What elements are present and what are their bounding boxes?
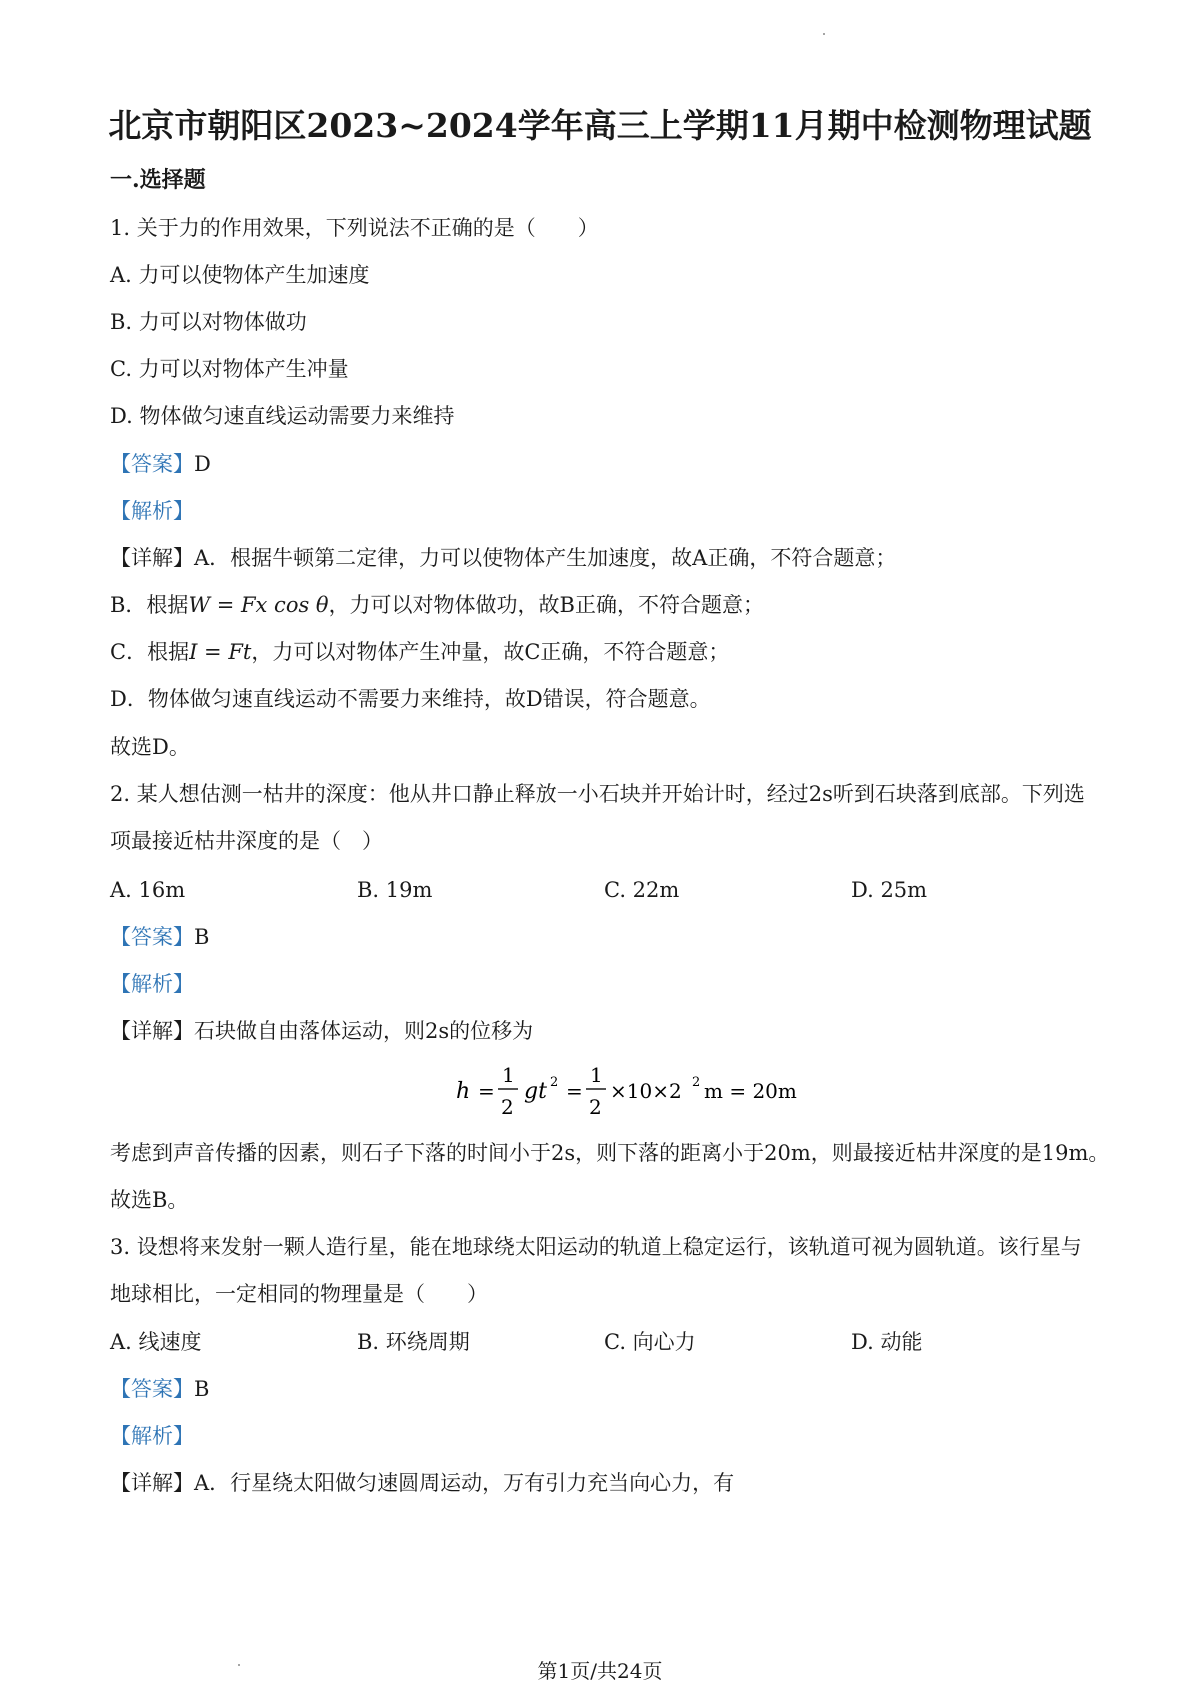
q3-option-c: C. 向心力 [604, 1330, 696, 1354]
formula-h: h [456, 1079, 471, 1104]
q1-detail-b [110, 591, 764, 619]
formula-num: 1 [502, 1063, 515, 1087]
formula-exp: 2 [550, 1075, 559, 1090]
q1-stem: 1. 关于力的作用效果，下列说法不正确的是（ ） [110, 216, 599, 240]
answer-tag: 【答案】 [110, 452, 194, 476]
q2-stem-line2: 项最接近枯井深度的是（ ） [110, 829, 383, 853]
q1-option-a: A. 力可以使物体产生加速度 [110, 263, 370, 287]
q3-stem-line1: 3. 设想将来发射一颗人造行星，能在地球绕太阳运动的轨道上稳定运行，该轨道可视为圆轨道。该行星与 [110, 1235, 1082, 1259]
q3-answer [110, 1375, 209, 1403]
q1-answer [110, 450, 211, 478]
formula-gt: gt [524, 1079, 547, 1104]
q1-detail-c [110, 638, 729, 666]
q3-option-b: B. 环绕周期 [357, 1330, 470, 1354]
detail-tag: 【详解】 [110, 1019, 194, 1043]
detail-tag: 【详解】 [110, 546, 194, 570]
q1-option-d: D. 物体做匀速直线运动需要力来维持 [110, 404, 455, 428]
section-heading: 一.选择题 [110, 167, 206, 193]
formula-work: W = Fx cos θ [188, 593, 329, 617]
detail-text: A．根据牛顿第二定律，力可以使物体产生加速度，故A正确，不符合题意； [194, 546, 897, 570]
q1-analysis-tag: 【解析】 [110, 499, 194, 523]
q2-conclusion: 故选B。 [110, 1188, 189, 1212]
answer-tag: 【答案】 [110, 1377, 194, 1401]
q2-option-d: D. 25m [851, 878, 928, 902]
q3-stem-line2: 地球相比，一定相同的物理量是（ ） [110, 1282, 488, 1306]
q1-option-b: B. 力可以对物体做功 [110, 310, 307, 334]
formula-num2: 1 [590, 1063, 603, 1087]
page-footer: 第1页/共24页 [537, 1659, 663, 1683]
detail-text: ，力可以对物体产生冲量，故C正确，不符合题意； [251, 640, 730, 664]
q2-option-b: B. 19m [357, 878, 433, 902]
answer-value: D [194, 452, 211, 476]
q1-detail-d: D．物体做匀速直线运动不需要力来维持，故D错误，符合题意。 [110, 687, 711, 711]
answer-tag: 【答案】 [110, 925, 194, 949]
q3-option-d: D. 动能 [851, 1330, 923, 1354]
detail-text: C．根据 [110, 640, 190, 664]
detail-tag: 【详解】 [110, 1471, 194, 1495]
q3-detail-a [110, 1469, 734, 1497]
detail-text: 石块做自由落体运动，则2s的位移为 [194, 1019, 534, 1043]
formula-result: m = 20m [704, 1079, 797, 1103]
q2-option-a: A. 16m [110, 878, 186, 902]
q1-detail-a [110, 544, 896, 572]
q2-detail-2: 考虑到声音传播的因素，则石子下落的时间小于2s，则下落的距离小于20m，则最接近枯井深度的是19m。 [110, 1141, 1110, 1165]
formula-eq2: = [566, 1079, 583, 1103]
q2-analysis-tag: 【解析】 [110, 972, 194, 996]
scan-dot [823, 33, 825, 35]
formula-den2: 2 [589, 1095, 602, 1119]
q2-option-c: C. 22m [604, 878, 680, 902]
q1-conclusion: 故选D。 [110, 735, 190, 759]
formula-exp2: 2 [692, 1075, 701, 1090]
formula-eq: = [478, 1079, 495, 1103]
detail-text: A．行星绕太阳做匀速圆周运动，万有引力充当向心力，有 [194, 1471, 735, 1495]
q2-detail-1 [110, 1017, 533, 1045]
formula-mid: ×10×2 [610, 1079, 682, 1103]
q3-options [110, 1328, 1110, 1356]
q3-analysis-tag: 【解析】 [110, 1424, 194, 1448]
answer-value: B [194, 1377, 210, 1401]
answer-value: B [194, 925, 210, 949]
q2-options [110, 876, 1110, 904]
q2-answer [110, 923, 209, 951]
formula-impulse: I = Ft [189, 640, 252, 664]
detail-text: B．根据 [110, 593, 189, 617]
q2-stem-line1: 2. 某人想估测一枯井的深度：他从井口静止释放一小石块并开始计时，经过2s听到石块落到底部。下列选 [110, 782, 1085, 806]
free-fall-formula [440, 1054, 860, 1120]
q3-option-a: A. 线速度 [110, 1330, 202, 1354]
document-title: 北京市朝阳区2023~2024学年高三上学期11月期中检测物理试题 [108, 106, 1092, 145]
detail-text: ，力可以对物体做功，故B正确，不符合题意； [328, 593, 764, 617]
formula-den: 2 [501, 1095, 514, 1119]
q1-option-c: C. 力可以对物体产生冲量 [110, 357, 349, 381]
